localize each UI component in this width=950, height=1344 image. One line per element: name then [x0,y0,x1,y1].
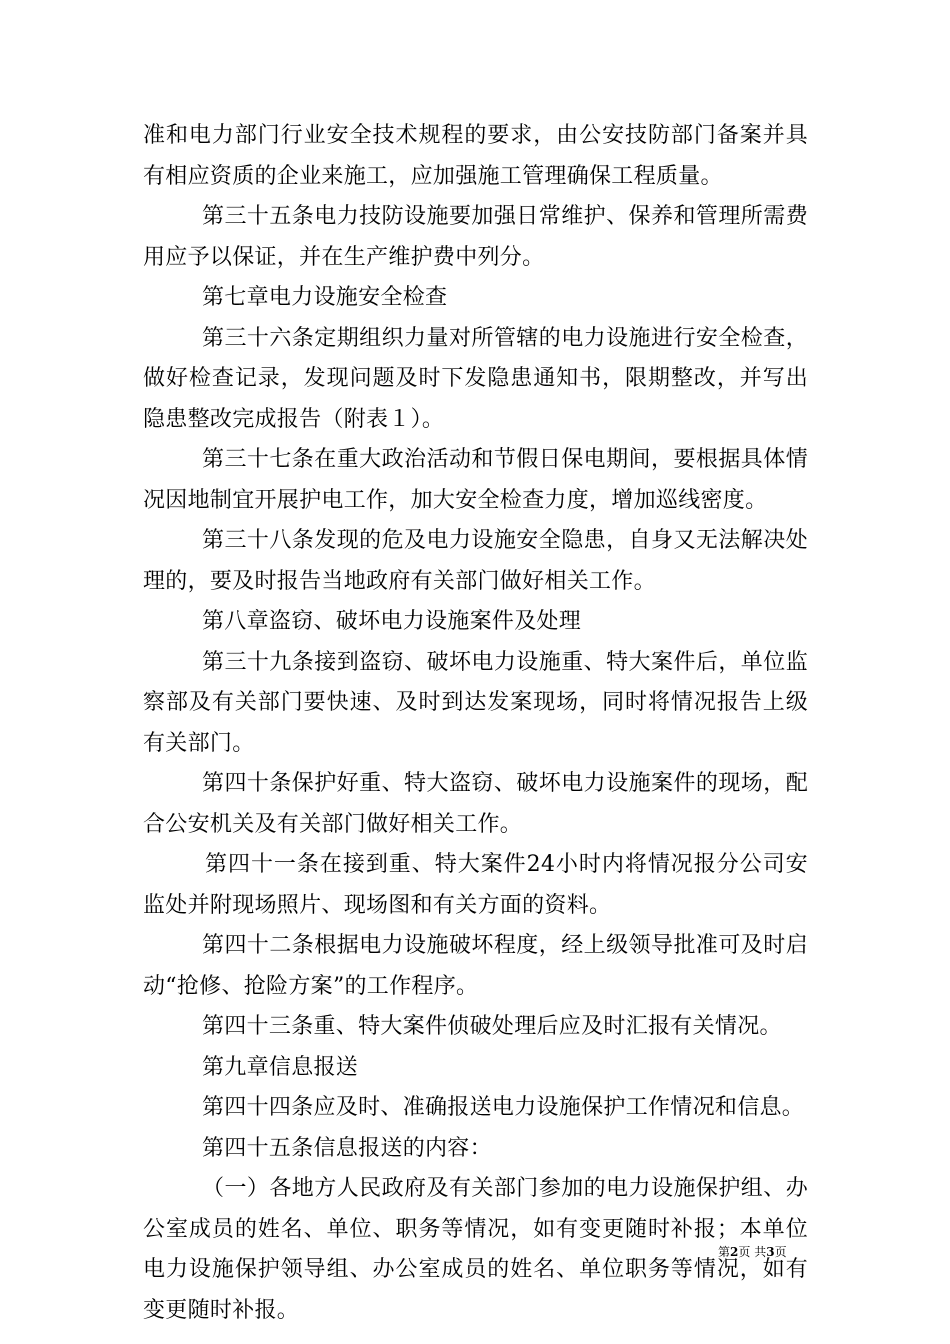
paragraph-article-36: 第三十六条定期组织力量对所管辖的电力设施进行安全检查，做好检查记录，发现问题及时下发隐患通知书，限期整改，并写出隐患整改完成报告（附表１）。 [143,325,808,432]
paragraph-article-37: 第三十七条在重大政治活动和节假日保电期间，要根据具体情况因地制宜开展护电工作，加大安全检查力度，增加巡线密度。 [143,447,808,513]
paragraph-article-42: 第四十二条根据电力设施破坏程度，经上级领导批准可及时启动“抢修、抢险方案”的工作程序。 [143,933,808,999]
footer-current-page: 2 [730,1245,739,1259]
footer-prefix: 第 [718,1245,731,1259]
page-number-footer [718,1244,787,1260]
chapter-8-heading: 第八章盗窃、破坏电力设施案件及处理 [202,609,582,634]
paragraph-article-44: 第四十四条应及时、准确报送电力设施保护工作情况和信息。 [202,1095,805,1120]
paragraph-article-38: 第三十八条发现的危及电力设施安全隐患，自身又无法解决处理的，要及时报告当地政府有关部门做好相关工作。 [143,528,808,594]
paragraph-item-1: （一）各地方人民政府及有关部门参加的电力设施保护组、办公室成员的姓名、单位、职务等情况，如有变更随时补报；本单位电力设施保护领导组、办公室成员的姓名、单位职务等情况，如有变更随时补报。 [143,1176,808,1323]
paragraph-article-41: 第四十一条在接到重、特大案件24小时内将情况报分公司安监处并附现场照片、现场图和有关方面的资料。 [143,852,808,918]
paragraph-article-39: 第三十九条接到盗窃、破坏电力设施重、特大案件后，单位监察部及有关部门要快速、及时到达发案现场，同时将情况报告上级有关部门。 [143,649,808,756]
chapter-9-heading: 第九章信息报送 [202,1054,359,1080]
footer-middle: 页 共 [738,1245,767,1259]
paragraph-continuation: 准和电力部门行业安全技术规程的要求，由公安技防部门备案并具有相应资质的企业来施工，应加强施工管理确保工程质量。 [143,123,808,189]
paragraph-article-35: 第三十五条电力技防设施要加强日常维护、保养和管理所需费用应予以保证，并在生产维护费中列分。 [143,204,808,270]
paragraph-article-45: 第四十五条信息报送的内容： [202,1135,492,1161]
document-body [143,116,808,1331]
footer-total-pages: 3 [766,1245,775,1259]
chapter-7-heading: 第七章电力设施安全检查 [202,285,448,310]
footer-suffix: 页 [774,1245,787,1259]
paragraph-article-43: 第四十三条重、特大案件侦破处理后应及时汇报有关情况。 [202,1014,782,1039]
paragraph-article-40: 第四十条保护好重、特大盗窃、破坏电力设施案件的现场，配合公安机关及有关部门做好相关工作。 [143,771,808,837]
